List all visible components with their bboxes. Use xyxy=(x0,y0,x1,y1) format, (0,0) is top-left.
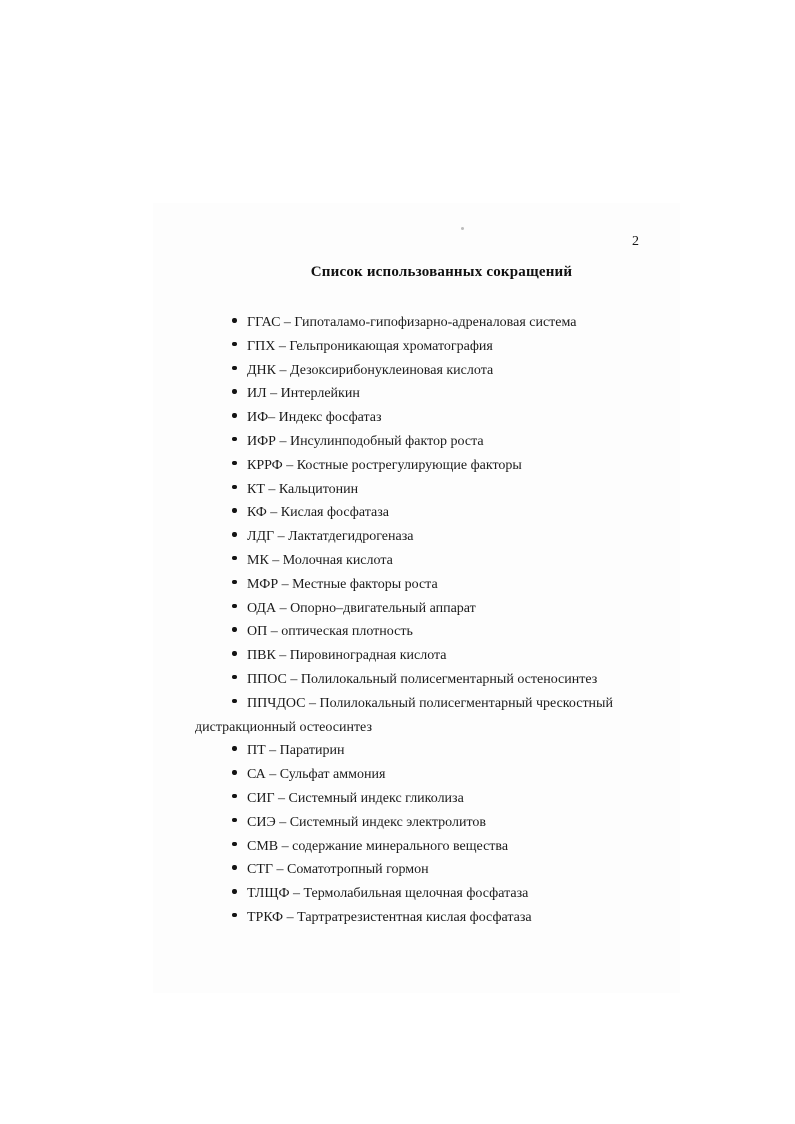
abbreviation-continuation: дистракционный остеосинтез xyxy=(195,719,372,735)
abbreviation-item xyxy=(195,478,673,502)
bullet-icon xyxy=(232,699,237,704)
abbreviation-text: ИЛ – Интерлейкин xyxy=(247,386,360,402)
abbreviation-line xyxy=(232,882,673,906)
abbreviation-text: ТЛЩФ – Термолабильная щелочная фосфатаза xyxy=(247,886,529,902)
abbreviation-text: ОДА – Опорно–двигательный аппарат xyxy=(247,600,476,616)
abbreviation-line xyxy=(232,454,673,478)
bullet-icon xyxy=(232,437,237,442)
bullet-icon xyxy=(232,366,237,371)
bullet-icon xyxy=(232,318,237,323)
scan-speck xyxy=(461,227,464,230)
abbreviation-item xyxy=(195,406,673,430)
document-page xyxy=(153,203,680,993)
abbreviation-item xyxy=(195,763,673,787)
abbreviation-item xyxy=(195,644,673,668)
abbreviation-text: МК – Молочная кислота xyxy=(247,552,393,568)
abbreviation-line xyxy=(232,573,673,597)
abbreviation-line xyxy=(232,835,673,859)
abbreviation-item xyxy=(195,858,673,882)
bullet-icon xyxy=(232,508,237,513)
bullet-icon xyxy=(232,532,237,537)
abbreviation-line xyxy=(232,406,673,430)
abbreviation-text: СТГ – Соматотропный гормон xyxy=(247,862,429,878)
abbreviation-text: КРРФ – Костные рострегулирующие факторы xyxy=(247,457,522,473)
abbreviation-line xyxy=(232,359,673,383)
abbreviation-text: ИФР – Инсулинподобный фактор роста xyxy=(247,433,484,449)
bullet-icon xyxy=(232,627,237,632)
abbreviation-line xyxy=(232,858,673,882)
abbreviation-line xyxy=(232,335,673,359)
abbreviation-item xyxy=(195,597,673,621)
abbreviation-text: ППЧДОС – Полилокальный полисегментарный чрескостный xyxy=(247,695,613,711)
abbreviation-text: ППОС – Полилокальный полисегментарный остеносинтез xyxy=(247,671,598,687)
abbreviation-line xyxy=(232,787,673,811)
abbreviation-line xyxy=(232,382,673,406)
abbreviation-line xyxy=(232,668,673,692)
abbreviation-line xyxy=(232,763,673,787)
abbreviation-item xyxy=(195,549,673,573)
abbreviation-item xyxy=(195,525,673,549)
abbreviation-text: ТРКФ – Тартратрезистентная кислая фосфатаза xyxy=(247,909,532,925)
bullet-icon xyxy=(232,794,237,799)
abbreviation-line xyxy=(232,311,673,335)
abbreviation-item xyxy=(195,359,673,383)
bullet-icon xyxy=(232,746,237,751)
abbreviation-text: ЛДГ – Лактатдегидрогеназа xyxy=(247,529,414,545)
abbreviation-item xyxy=(195,692,673,740)
abbreviation-line xyxy=(232,692,673,716)
abbreviation-text: ГПХ – Гельпроникающая хроматография xyxy=(247,338,493,354)
abbreviation-text: МФР – Местные факторы роста xyxy=(247,576,438,592)
abbreviation-line xyxy=(232,501,673,525)
abbreviation-line xyxy=(232,430,673,454)
abbreviation-item xyxy=(195,573,673,597)
page-title: Список использованных сокращений xyxy=(310,264,573,280)
bullet-icon xyxy=(232,675,237,680)
bullet-icon xyxy=(232,342,237,347)
abbreviation-text: КТ – Кальцитонин xyxy=(247,481,359,497)
abbreviation-item xyxy=(195,454,673,478)
abbreviation-item xyxy=(195,787,673,811)
bullet-icon xyxy=(232,842,237,847)
abbreviation-item xyxy=(195,335,673,359)
abbreviation-text: СМВ – содержание минерального вещества xyxy=(247,838,509,854)
abbreviation-text: ПТ – Паратирин xyxy=(247,743,345,759)
abbreviation-item xyxy=(195,835,673,859)
abbreviation-item xyxy=(195,668,673,692)
abbreviation-item xyxy=(195,311,673,335)
abbreviation-line xyxy=(232,739,673,763)
bullet-icon xyxy=(232,413,237,418)
abbreviation-list xyxy=(195,311,673,930)
abbreviation-item xyxy=(195,906,673,930)
bullet-icon xyxy=(232,865,237,870)
bullet-icon xyxy=(232,818,237,823)
abbreviation-item xyxy=(195,739,673,763)
bullet-icon xyxy=(232,556,237,561)
abbreviation-item xyxy=(195,430,673,454)
abbreviation-line xyxy=(232,478,673,502)
bullet-icon xyxy=(232,651,237,656)
bullet-icon xyxy=(232,389,237,394)
abbreviation-line xyxy=(232,525,673,549)
abbreviation-line xyxy=(232,906,673,930)
abbreviation-text: ГГАС – Гипоталамо-гипофизарно-адреналовая система xyxy=(247,315,577,330)
abbreviation-text: СИГ – Системный индекс гликолиза xyxy=(247,790,464,806)
bullet-icon xyxy=(232,461,237,466)
abbreviation-text: КФ – Кислая фосфатаза xyxy=(247,505,389,521)
bullet-icon xyxy=(232,913,237,918)
abbreviation-line xyxy=(232,549,673,573)
abbreviation-text: ПВК – Пировиноградная кислота xyxy=(247,648,447,664)
abbreviation-line xyxy=(232,644,673,668)
bullet-icon xyxy=(232,889,237,894)
page-number: 2 xyxy=(632,234,639,249)
abbreviation-text: СИЭ – Системный индекс электролитов xyxy=(247,814,487,830)
abbreviation-item xyxy=(195,501,673,525)
abbreviation-line xyxy=(232,620,673,644)
abbreviation-line xyxy=(232,597,673,621)
abbreviation-text: ИФ– Индекс фосфатаз xyxy=(247,410,382,426)
bullet-icon xyxy=(232,604,237,609)
abbreviation-text: ДНК – Дезоксирибонуклеиновая кислота xyxy=(247,362,494,378)
bullet-icon xyxy=(232,580,237,585)
abbreviation-item xyxy=(195,620,673,644)
bullet-icon xyxy=(232,485,237,490)
abbreviation-line xyxy=(232,811,673,835)
abbreviation-item xyxy=(195,811,673,835)
bullet-icon xyxy=(232,770,237,775)
abbreviation-text: СА – Сульфат аммония xyxy=(247,767,386,783)
abbreviation-item xyxy=(195,882,673,906)
abbreviation-text: ОП – оптическая плотность xyxy=(247,624,413,640)
abbreviation-item xyxy=(195,382,673,406)
